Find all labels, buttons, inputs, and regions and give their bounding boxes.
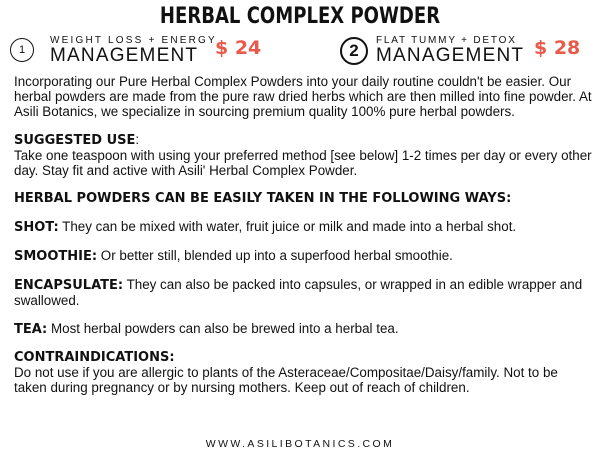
way-encapsulate bbox=[14, 277, 592, 308]
suggested-use-colon: : bbox=[135, 132, 140, 147]
intro-paragraph: Incorporating our Pure Herbal Complex Powders into your daily routine couldn't be easier. Our herbal powders are made from the pure raw dried herbs which are then milled into fine powder. At Asili Botanics, we specialize in sourcing premium quality 100% pure herbal powders. bbox=[14, 74, 592, 119]
way-smoothie bbox=[14, 248, 592, 264]
body-content bbox=[14, 74, 592, 395]
option-flat-tummy bbox=[340, 34, 590, 68]
option-weight-loss bbox=[10, 34, 300, 68]
option-label: MANAGEMENT bbox=[376, 45, 525, 66]
option-number-badge: 2 bbox=[340, 37, 368, 65]
suggested-use-heading-line bbox=[14, 132, 592, 148]
option-price: $ 24 bbox=[215, 37, 262, 59]
option-label: MANAGEMENT bbox=[50, 45, 199, 66]
way-text: Or better still, blended up into a superfood herbal smoothie. bbox=[97, 248, 453, 263]
way-text: They can be mixed with water, fruit juice or milk and made into a herbal shot. bbox=[58, 219, 517, 234]
contraindications-text: Do not use if you are allergic to plants of the Asteraceae/Compositae/Daisy/family. Not to be taken during pregnancy or by nursing mothers. Keep out of reach of children. bbox=[14, 365, 558, 395]
way-tea bbox=[14, 321, 592, 337]
way-text: They can also be packed into capsules, or wrapped in an edible wrapper and swallowed. bbox=[14, 277, 583, 308]
way-label: ENCAPSULATE: bbox=[14, 278, 124, 293]
suggested-use-heading: SUGGESTED USE bbox=[14, 133, 136, 148]
way-label: TEA: bbox=[14, 322, 48, 337]
website-link[interactable]: WWW.ASILIBOTANICS.COM bbox=[205, 438, 395, 450]
way-text: Most herbal powders can also be brewed into a herbal tea. bbox=[47, 321, 399, 336]
option-subtitle: FLAT TUMMY + DETOX bbox=[376, 35, 517, 46]
way-shot bbox=[14, 219, 592, 235]
option-subtitle: WEIGHT LOSS + ENERGY bbox=[50, 35, 217, 46]
suggested-use-text: Take one teaspoon with using your preferred method [see below] 1-2 times per day or every other day. Stay fit and active with Asili' Herbal Complex Powder. bbox=[14, 148, 592, 178]
page-title: HERBAL COMPLEX POWDER bbox=[159, 4, 441, 29]
way-label: SHOT: bbox=[14, 220, 59, 235]
option-number-badge: 1 bbox=[10, 38, 34, 62]
way-label: SMOOTHIE: bbox=[14, 249, 98, 264]
contraindications-heading: CONTRAINDICATIONS: bbox=[14, 350, 175, 365]
option-price: $ 28 bbox=[534, 37, 581, 59]
ways-heading: HERBAL POWDERS CAN BE EASILY TAKEN IN THE FOLLOWING WAYS: bbox=[14, 191, 512, 206]
